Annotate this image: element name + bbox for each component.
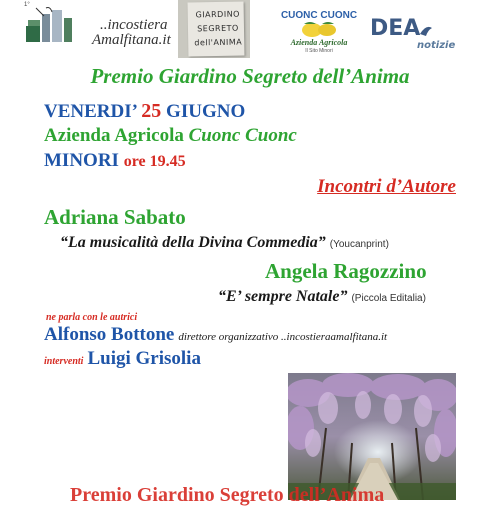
- logo-edition-mark: 1°: [24, 2, 30, 8]
- event-date: [44, 100, 245, 123]
- event-venue: [44, 125, 297, 147]
- books-sketch-icon: [22, 6, 84, 44]
- author-name: Adriana Sabato: [44, 205, 186, 229]
- logo-text-line1: ..incostiera: [100, 17, 168, 33]
- wisteria-image: [288, 373, 456, 500]
- sign-line1: GIARDINO: [195, 9, 241, 20]
- lemon-icon: [296, 20, 342, 38]
- event-location-time: [44, 150, 186, 172]
- moderator-line: [44, 324, 387, 346]
- dea-notizie-logo: [370, 16, 460, 56]
- cuonc-line2: Il Sito Minori: [305, 48, 333, 54]
- dea-subtitle: notizie: [417, 40, 456, 51]
- book-publisher: (Piccola Editalia): [351, 293, 426, 304]
- venue-prefix: Azienda Agricola: [44, 125, 184, 146]
- dea-bird-icon: [418, 22, 434, 38]
- book-title: “La musicalità della Divina Commedia”: [60, 234, 326, 251]
- book-title: “E’ sempre Natale”: [218, 288, 348, 305]
- event-time: ore 19.45: [123, 153, 186, 170]
- moderator-intro: ne parla con le autrici: [46, 312, 138, 323]
- book-entry: [60, 234, 389, 252]
- cuonc-cuonc-logo: [276, 10, 362, 58]
- venue-name: Cuonc Cuonc: [188, 125, 297, 146]
- dea-wordmark: DEA: [370, 16, 421, 41]
- sign-card: [188, 2, 245, 57]
- giardino-sign-photo: [178, 0, 250, 58]
- incostiera-logo: [22, 2, 197, 46]
- logo-text-line2: Amalfitana.it: [92, 32, 171, 48]
- cuonc-arc-text: CUONC CUONC: [280, 10, 358, 21]
- event-month: GIUGNO: [166, 101, 246, 122]
- author-name: Angela Ragozzino: [265, 259, 427, 283]
- section-heading: Incontri d’Autore: [317, 176, 456, 197]
- speaker-line: [44, 348, 201, 370]
- sign-line2: SEGRETO: [197, 23, 239, 34]
- bottom-title-cropped: Premio Giardino Segreto dell’Anima: [70, 484, 385, 506]
- book-publisher: (Youcanprint): [329, 239, 389, 250]
- wisteria-garden-photo: [288, 373, 456, 500]
- event-day: 25: [141, 100, 162, 122]
- moderator-name: Alfonso Bottone: [44, 324, 175, 345]
- sign-line3: dell'ANIMA: [194, 37, 243, 48]
- event-weekday: VENERDI’: [44, 101, 137, 122]
- event-title: Premio Giardino Segreto dell’Anima: [90, 64, 410, 88]
- book-entry: [218, 288, 426, 306]
- speaker-label: interventi: [44, 356, 84, 367]
- cuonc-line1: Azienda Agricola: [290, 38, 348, 47]
- event-town: MINORI: [44, 150, 119, 171]
- speaker-name: Luigi Grisolia: [87, 348, 201, 369]
- moderator-role: direttore organizzativo ..incostieraamalfitana.it: [178, 331, 388, 343]
